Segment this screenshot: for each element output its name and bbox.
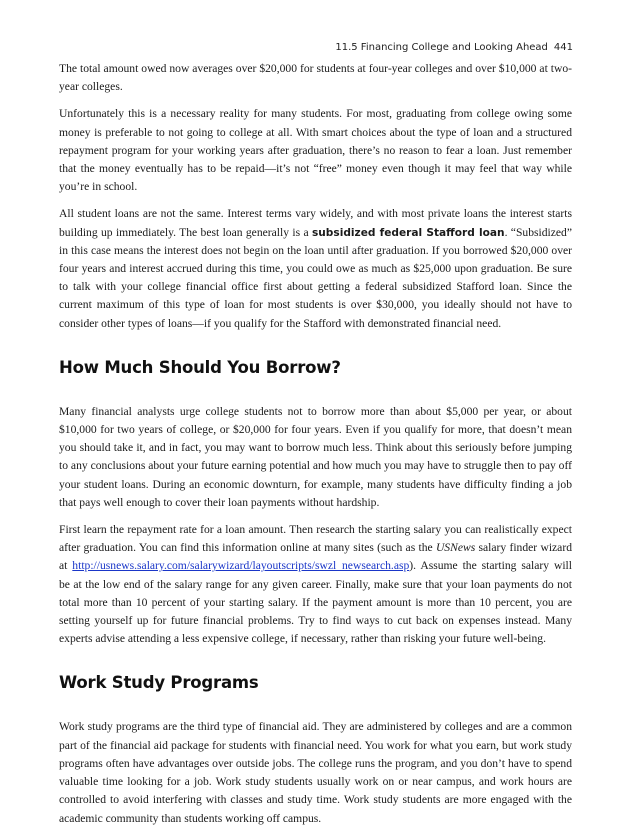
section-heading-workstudy: Work Study Programs: [59, 673, 259, 693]
key-term: subsidized federal Stafford loan: [311, 226, 505, 239]
text-run: . “Subsidized” in this case means the interest does not begin on the loan until after graduation. If you borrowed $20,000 over four years and interest accrued during this time, you could owe as much as $25,000 upon graduation. Be sure to talk with your college financial office first about getting a federal subsidized Stafford loan. Since the current maximum of this type of loan for most students is over $30,000, you ideally should not have to consider other types of loans—if you qualify for the Stafford with demonstrated financial need.: [59, 225, 572, 330]
text-run: ). Assume the starting salary will be at the low end of the salary range for any given career. Finally, make sure that your loan payments do not total more than 10 percent of your starting salary. If the payment amount is more than 10 percent, you are setting yourself up for future financial problems. Try to find ways to cut back on expenses instead. Many experts advise attending a less expensive college, if necessary, rather than risking your future well-being.: [59, 559, 572, 646]
publication-name: USNews: [435, 541, 476, 555]
text-run: First learn the repayment rate for a loan amount. Then research the starting salary you can realistically expect after graduation. You can find this information online at many sites (such as the: [59, 523, 572, 555]
page-number: 441: [553, 42, 573, 53]
running-header: [335, 42, 573, 53]
section-heading-borrow: How Much Should You Borrow?: [59, 357, 341, 377]
main-content: [59, 60, 572, 837]
intro-paragraph-1: The total amount owed now averages over $20,000 for students at four-year colleges and over $10,000 at two-year colleges.: [59, 62, 572, 94]
text-run: salary finder wizard at: [59, 541, 572, 573]
salary-wizard-link[interactable]: http://usnews.salary.com/salarywizard/layoutscripts/swzl_newsearch.asp: [72, 559, 410, 573]
workstudy-paragraph-1: Work study programs are the third type of financial aid. They are administered by colleges and are a common part of the financial aid package for students with financial need. You work for what you earn, but work study programs often have advantages over outside jobs. The college runs the program, and you don’t have to spend valuable time looking for a job. Work study students usually work on or near campus, and work hours are controlled to avoid interfering with classes and study time. Work study students are more engaged with the academic community than students working off campus.: [59, 720, 572, 825]
borrow-paragraph-1: Many financial analysts urge college students not to borrow more than about $5,000 per year, or about $10,000 for two years of college, or $20,000 for four years. Even if you qualify for more, that doesn’t mean you should take it, and in fact, you may want to borrow much less. Think about this seriously before jumping to any conclusions about your future earning potential and how much you may have to struggle then to pay off your student loans. During an economic downturn, for example, many students have difficulty finding a job that pays well enough to cover their loan payments without hardship.: [59, 404, 572, 509]
text-run: All student loans are not the same. Interest terms vary widely, and with most private loans the interest starts building up immediately. The best loan generally is a: [59, 207, 572, 239]
borrow-paragraph-2: [59, 521, 572, 648]
intro-paragraph-2: Unfortunately this is a necessary reality for many students. For most, graduating from college owing some money is preferable to not going to college at all. With smart choices about the type of loan and a structured repayment program for your working years after graduation, there’s no reason to fear a loan. Just remember that the money eventually has to be repaid—it’s not “free” money even though it may feel that way while you’re in school.: [59, 107, 572, 194]
intro-paragraph-3: [59, 205, 572, 332]
section-title: 11.5 Financing College and Looking Ahead: [335, 42, 548, 53]
